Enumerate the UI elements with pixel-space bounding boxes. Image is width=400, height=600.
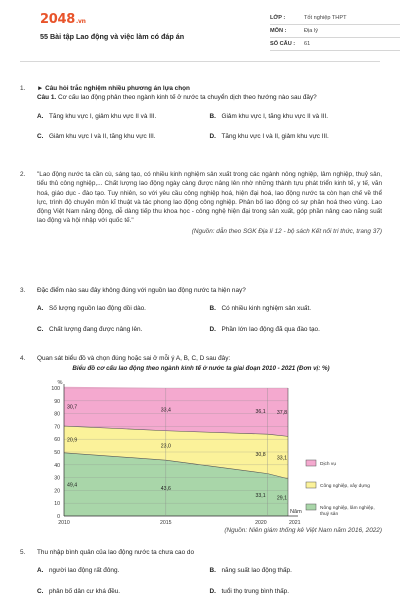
question-4 bbox=[20, 354, 382, 536]
question-text bbox=[37, 93, 382, 102]
answer-options bbox=[37, 304, 382, 334]
quote-source: (Nguồn: dẫn theo SGK Địa lí 12 - bộ sách Kết nối tri thức, trang 37) bbox=[191, 227, 382, 235]
option-letter: D. bbox=[209, 132, 216, 140]
question-3 bbox=[20, 286, 382, 334]
data-label: 33,1 bbox=[255, 493, 266, 500]
option-text: Giảm khu vực I, tăng khu vực II và III. bbox=[221, 112, 329, 120]
option-text: Có nhiều kinh nghiệm sản xuất. bbox=[221, 305, 312, 313]
data-label: 37,8 bbox=[276, 410, 287, 417]
option-a[interactable] bbox=[37, 304, 210, 313]
chart-container bbox=[20, 374, 382, 534]
page-header bbox=[20, 0, 380, 62]
option-text: Tăng khu vực I, giảm khu vực II và III. bbox=[49, 112, 157, 120]
data-label: 33,1 bbox=[276, 455, 287, 462]
x-tick-label: 2015 bbox=[160, 520, 172, 527]
legend-swatch bbox=[306, 460, 316, 466]
site-logo[interactable] bbox=[40, 11, 86, 30]
option-letter: D. bbox=[209, 587, 216, 595]
y-tick-label: 20 bbox=[54, 488, 60, 495]
data-label: 36,1 bbox=[255, 409, 266, 416]
meta-key: SỐ CÂU : bbox=[270, 40, 296, 47]
quote-passage: "Lao động nước ta cần cù, sáng tạo, có nhiều kinh nghiệm sản xuất trong các ngành nông nghiệp, lâm nghiệp, thuỷ sản, tiểu thủ công nghiệp,... Chất lượng lao động ngày càng được nâng lên nhờ những thành tựu phát triển kinh tế, y tế, văn hoá, giáo dục - đào tạo. Tuy nhiên, so với yêu cầu công nghiệp hoá, hiện đại hoá, lao động nước ta còn hạn chế về thể lực, trình độ chuyên môn kĩ thuật và tác phong lao động công nghiệp. Phân bố lao động có sự phân hoá theo vùng. Lao động Việt Nam năng động, dễ dàng tiếp thu khoa học - công nghệ hiện đại trong sản xuất, góp phần nâng cao năng suất lao động và hội nhập với quốc tế." bbox=[37, 171, 382, 225]
data-label: 33,4 bbox=[160, 407, 171, 414]
option-text: phân bố dân cư khá đều. bbox=[49, 587, 121, 595]
option-b[interactable] bbox=[210, 304, 383, 313]
y-tick-label: 50 bbox=[54, 450, 60, 457]
meta-key: MÔN : bbox=[270, 27, 287, 34]
meta-table bbox=[270, 12, 400, 51]
logo-tld: .vn bbox=[75, 18, 86, 25]
data-label: 30,8 bbox=[255, 452, 266, 459]
option-letter: D. bbox=[209, 325, 216, 333]
chart-source: (Nguồn: Niên giám thống kê Việt Nam năm 2016, 2022) bbox=[224, 527, 382, 535]
option-letter: A. bbox=[37, 305, 44, 313]
data-label: 30,7 bbox=[67, 404, 78, 411]
question-number: 1. bbox=[20, 85, 26, 92]
option-letter: C. bbox=[37, 132, 44, 140]
x-tick-label: 2021 bbox=[289, 520, 301, 527]
meta-value: Địa lý bbox=[304, 27, 318, 34]
option-letter: B. bbox=[209, 112, 216, 120]
option-d[interactable] bbox=[210, 587, 383, 596]
option-letter: A. bbox=[37, 567, 44, 575]
option-d[interactable] bbox=[210, 325, 383, 334]
y-tick-label: 100 bbox=[51, 386, 60, 393]
x-tick-label: 2010 bbox=[58, 520, 70, 527]
data-label: 49,4 bbox=[67, 482, 78, 489]
y-tick-label: 0 bbox=[57, 514, 60, 521]
option-d[interactable] bbox=[210, 132, 383, 141]
option-letter: B. bbox=[209, 567, 216, 575]
x-tick-label: 2020 bbox=[255, 520, 267, 527]
option-text: Chất lượng đang được nâng lên. bbox=[49, 325, 143, 333]
legend-label: Nông nghiệp, lâm nghiệp, bbox=[320, 506, 375, 512]
meta-value: Tốt nghiệp THPT bbox=[304, 14, 347, 21]
option-text: Tăng khu vực I và II, giảm khu vực III. bbox=[221, 132, 329, 140]
y-tick-label: 70 bbox=[54, 424, 60, 431]
logo-text: 2048 bbox=[40, 12, 75, 27]
option-text: Giảm khu vực I và II, tăng khu vực III. bbox=[49, 132, 156, 140]
option-b[interactable] bbox=[210, 566, 383, 575]
meta-value: 61 bbox=[304, 40, 311, 47]
question-number: 4. bbox=[20, 355, 26, 362]
y-tick-label: 80 bbox=[54, 411, 60, 418]
data-label: 20,9 bbox=[67, 437, 78, 444]
answer-options bbox=[37, 112, 382, 142]
option-letter: C. bbox=[37, 325, 44, 333]
option-text: tuổi thọ trung bình thấp. bbox=[221, 587, 290, 595]
option-a[interactable] bbox=[37, 112, 210, 121]
option-text: người lao động rất đông. bbox=[49, 567, 120, 575]
data-label: 43,6 bbox=[160, 486, 171, 493]
question-5 bbox=[20, 548, 382, 596]
legend-swatch bbox=[306, 482, 316, 488]
y-tick-label: 40 bbox=[54, 463, 60, 470]
meta-row-count bbox=[270, 38, 400, 51]
option-text: Số lượng nguồn lao động dồi dào. bbox=[49, 305, 146, 313]
question-2 bbox=[20, 170, 382, 236]
legend-label: Công nghiệp, xây dựng bbox=[320, 484, 370, 490]
question-stem: Thu nhập bình quân của lao động nước ta chưa cao do bbox=[37, 549, 195, 556]
question-stem: Cơ cấu lao động phân theo ngành kinh tế ở nước ta chuyển dịch theo hướng nào sau đây? bbox=[57, 94, 317, 102]
meta-row-class bbox=[270, 12, 400, 25]
option-text: Phần lớn lao động đã qua đào tạo. bbox=[221, 325, 320, 333]
option-text: năng suất lao động thấp. bbox=[221, 567, 292, 575]
option-letter: A. bbox=[37, 112, 44, 120]
question-number: 3. bbox=[20, 287, 26, 294]
answer-options bbox=[37, 566, 382, 596]
x-axis-label: Năm bbox=[290, 509, 302, 516]
legend-label: Dịch vụ bbox=[320, 462, 336, 468]
data-label: 29,1 bbox=[276, 495, 287, 502]
question-number: 5. bbox=[20, 549, 26, 556]
section-heading: ► Câu hỏi trắc nghiệm nhiều phương án lựa chọn bbox=[37, 85, 190, 92]
option-letter: C. bbox=[37, 587, 44, 595]
option-c[interactable] bbox=[37, 132, 210, 141]
document-title: 55 Bài tập Lao động và việc làm có đáp án bbox=[40, 32, 185, 41]
question-1 bbox=[20, 84, 382, 141]
option-a[interactable] bbox=[37, 566, 210, 575]
question-stem: Quan sát biểu đồ và chọn đúng hoặc sai ở mỗi ý A, B, C, D sau đây: bbox=[37, 355, 231, 362]
y-tick-label: 60 bbox=[54, 437, 60, 444]
y-tick-label: 90 bbox=[54, 399, 60, 406]
question-number: 2. bbox=[20, 171, 26, 178]
option-letter: B. bbox=[209, 305, 216, 313]
data-label: 23,0 bbox=[160, 443, 171, 450]
y-tick-label: 10 bbox=[54, 501, 60, 508]
meta-row-subject bbox=[270, 25, 400, 38]
meta-key: LỚP : bbox=[270, 14, 286, 21]
chart-title: Biểu đồ cơ cấu lao động theo ngành kinh tế ở nước ta giai đoạn 2010 - 2021 (Đơn vị: %) bbox=[72, 365, 330, 373]
option-c[interactable] bbox=[37, 587, 210, 596]
question-label: Câu 1. bbox=[37, 94, 57, 102]
legend-swatch bbox=[306, 504, 316, 510]
option-b[interactable] bbox=[210, 112, 383, 121]
area-chart bbox=[20, 374, 382, 534]
y-tick-label: 30 bbox=[54, 475, 60, 482]
y-axis-label: % bbox=[57, 380, 63, 387]
legend-label-cont: thuỷ sản bbox=[320, 512, 339, 518]
option-c[interactable] bbox=[37, 325, 210, 334]
question-stem: Đặc điểm nào sau đây không đúng với nguồn lao động nước ta hiện nay? bbox=[37, 287, 246, 294]
